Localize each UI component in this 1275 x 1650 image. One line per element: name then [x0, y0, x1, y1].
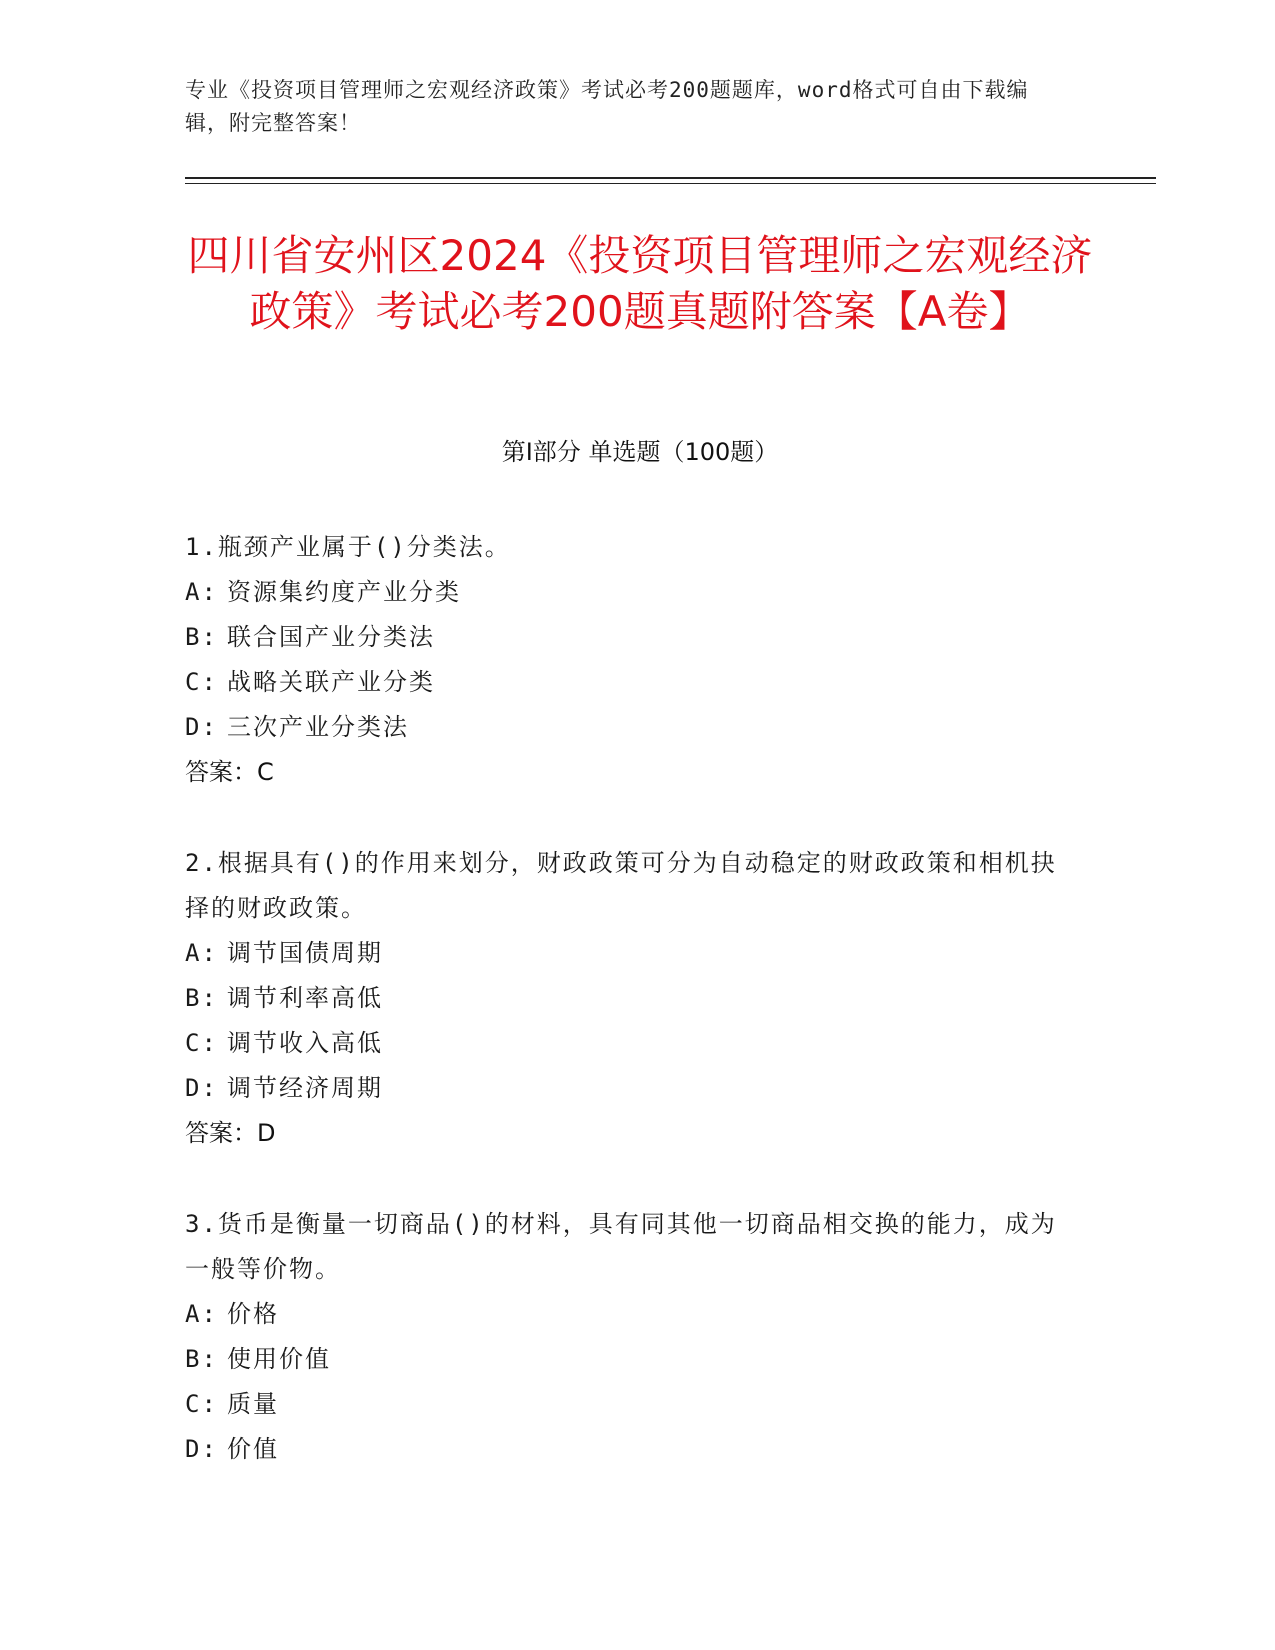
option-text: 调节收入高低 [227, 1029, 383, 1057]
option-letter: D: [185, 1074, 218, 1102]
option-text: 价格 [227, 1300, 279, 1328]
option-d [185, 1066, 1075, 1111]
option-text: 价值 [227, 1435, 279, 1463]
option-text: 联合国产业分类法 [227, 623, 435, 651]
question-3 [185, 1202, 1075, 1472]
option-c [185, 1382, 1075, 1427]
option-letter: B: [185, 984, 218, 1012]
header-rule-thick [185, 177, 1156, 179]
option-text: 调节利率高低 [227, 984, 383, 1012]
option-letter: A: [185, 939, 218, 967]
question-list [185, 525, 1075, 1518]
option-text: 调节经济周期 [227, 1074, 383, 1102]
section-heading: 第I部分 单选题（100题） [501, 438, 779, 466]
header-note: 专业《投资项目管理师之宏观经济政策》考试必考200题题库，word格式可自由下载编辑，附完整答案！ [185, 78, 1029, 135]
option-a [185, 931, 1075, 976]
option-text: 调节国债周期 [227, 939, 383, 967]
question-1 [185, 525, 1075, 795]
answer-line [185, 1111, 1075, 1156]
header-rule-thin [185, 183, 1156, 184]
option-d [185, 705, 1075, 750]
option-c [185, 660, 1075, 705]
document-title: 四川省安州区2024《投资项目管理师之宏观经济政策》考试必考200题真题附答案【A卷】 [187, 231, 1093, 336]
question-stem: 1.瓶颈产业属于()分类法。 [185, 533, 511, 561]
option-letter: A: [185, 1300, 218, 1328]
question-2 [185, 841, 1075, 1156]
answer-value: D [257, 1119, 276, 1147]
option-letter: D: [185, 1435, 218, 1463]
answer-line [185, 750, 1075, 795]
answer-value: C [257, 758, 274, 786]
option-letter: B: [185, 623, 218, 651]
option-letter: D: [185, 713, 218, 741]
option-letter: C: [185, 668, 218, 696]
option-b [185, 615, 1075, 660]
option-d [185, 1427, 1075, 1472]
option-letter: C: [185, 1029, 218, 1057]
option-c [185, 1021, 1075, 1066]
option-text: 质量 [227, 1390, 279, 1418]
answer-prefix: 答案： [185, 758, 257, 786]
option-letter: A: [185, 578, 218, 606]
question-stem: 3.货币是衡量一切商品()的材料，具有同其他一切商品相交换的能力，成为一般等价物。 [185, 1210, 1057, 1283]
option-letter: B: [185, 1345, 218, 1373]
option-text: 战略关联产业分类 [227, 668, 435, 696]
question-stem: 2.根据具有()的作用来划分，财政政策可分为自动稳定的财政政策和相机抉择的财政政策。 [185, 849, 1057, 922]
option-text: 资源集约度产业分类 [227, 578, 461, 606]
option-letter: C: [185, 1390, 218, 1418]
answer-prefix: 答案： [185, 1119, 257, 1147]
option-text: 使用价值 [227, 1345, 331, 1373]
option-b [185, 976, 1075, 1021]
option-b [185, 1337, 1075, 1382]
option-a [185, 570, 1075, 615]
option-a [185, 1292, 1075, 1337]
option-text: 三次产业分类法 [227, 713, 409, 741]
